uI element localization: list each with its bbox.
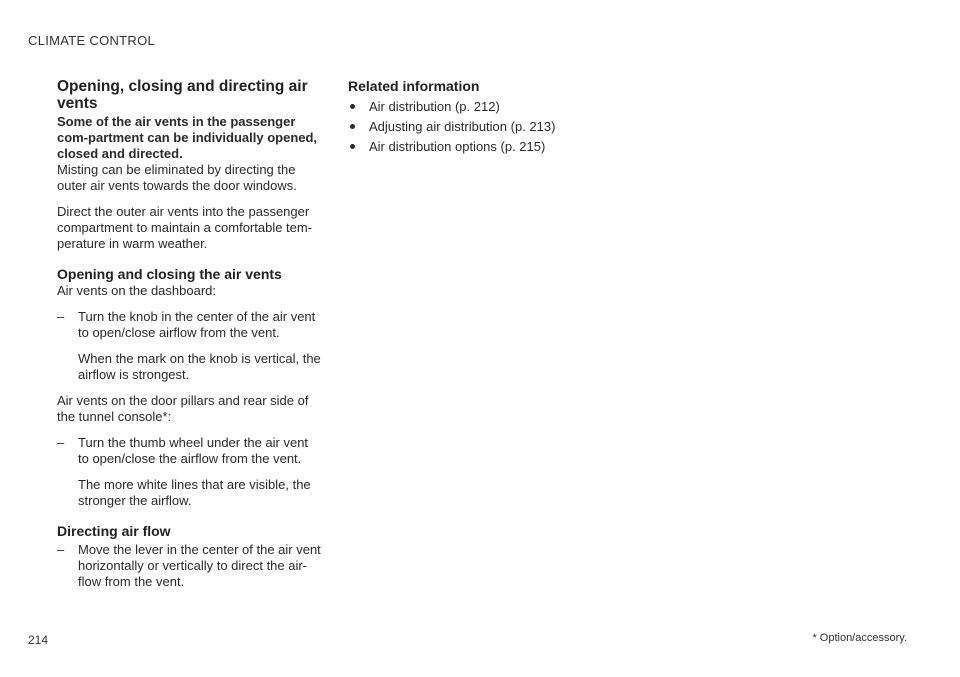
related-link-air-distribution[interactable] [348,99,618,115]
link-text[interactable]: Adjusting air distribution (p. 213) [369,119,556,134]
step-text: Move the lever in the center of the air vent horizontally or vertically to direct the air-flow from the vent. [78,542,321,589]
step-turn-thumb-wheel [57,435,322,509]
heading-directing-air-flow: Directing air flow [57,523,171,539]
page-number: 214 [28,633,49,647]
dash-marker: – [57,542,65,557]
step-note: When the mark on the knob is vertical, the airflow is strongest. [78,351,321,382]
related-link-options[interactable] [348,139,618,155]
section-header: CLIMATE CONTROL [28,33,156,48]
footnote: * Option/accessory. [812,632,907,644]
paragraph-misting: Misting can be eliminated by directing the outer air vents towards the door windows. [57,162,297,193]
related-column [348,78,618,155]
bullet-icon [350,124,355,129]
related-list [348,99,618,155]
main-column [57,78,322,590]
related-heading: Related information [348,78,480,94]
link-text[interactable]: Air distribution options (p. 215) [369,139,546,154]
bullet-icon [350,104,355,109]
lead-paragraph: Some of the air vents in the passenger com-partment can be individually opened, closed and directed. [57,114,318,161]
intro-dashboard-vents: Air vents on the dashboard: [57,283,216,298]
dash-marker: – [57,435,65,450]
dash-marker: – [57,309,65,324]
step-note: The more white lines that are visible, the stronger the airflow. [78,477,311,508]
bullet-icon [350,144,355,149]
link-text[interactable]: Air distribution (p. 212) [369,99,500,114]
related-link-adjusting[interactable] [348,119,618,135]
page-title: Opening, closing and directing air vents [57,78,308,112]
step-move-lever [57,542,322,590]
step-text: Turn the knob in the center of the air vent to open/close airflow from the vent. [78,309,316,340]
paragraph-warm-weather: Direct the outer air vents into the passenger compartment to maintain a comfortable tem-perature in warm weather. [57,204,313,251]
step-text: Turn the thumb wheel under the air vent to open/close the airflow from the vent. [78,435,309,466]
heading-opening-closing: Opening and closing the air vents [57,266,282,282]
intro-pillar-vents: Air vents on the door pillars and rear side of the tunnel console*: [57,393,309,424]
step-turn-knob [57,309,322,383]
